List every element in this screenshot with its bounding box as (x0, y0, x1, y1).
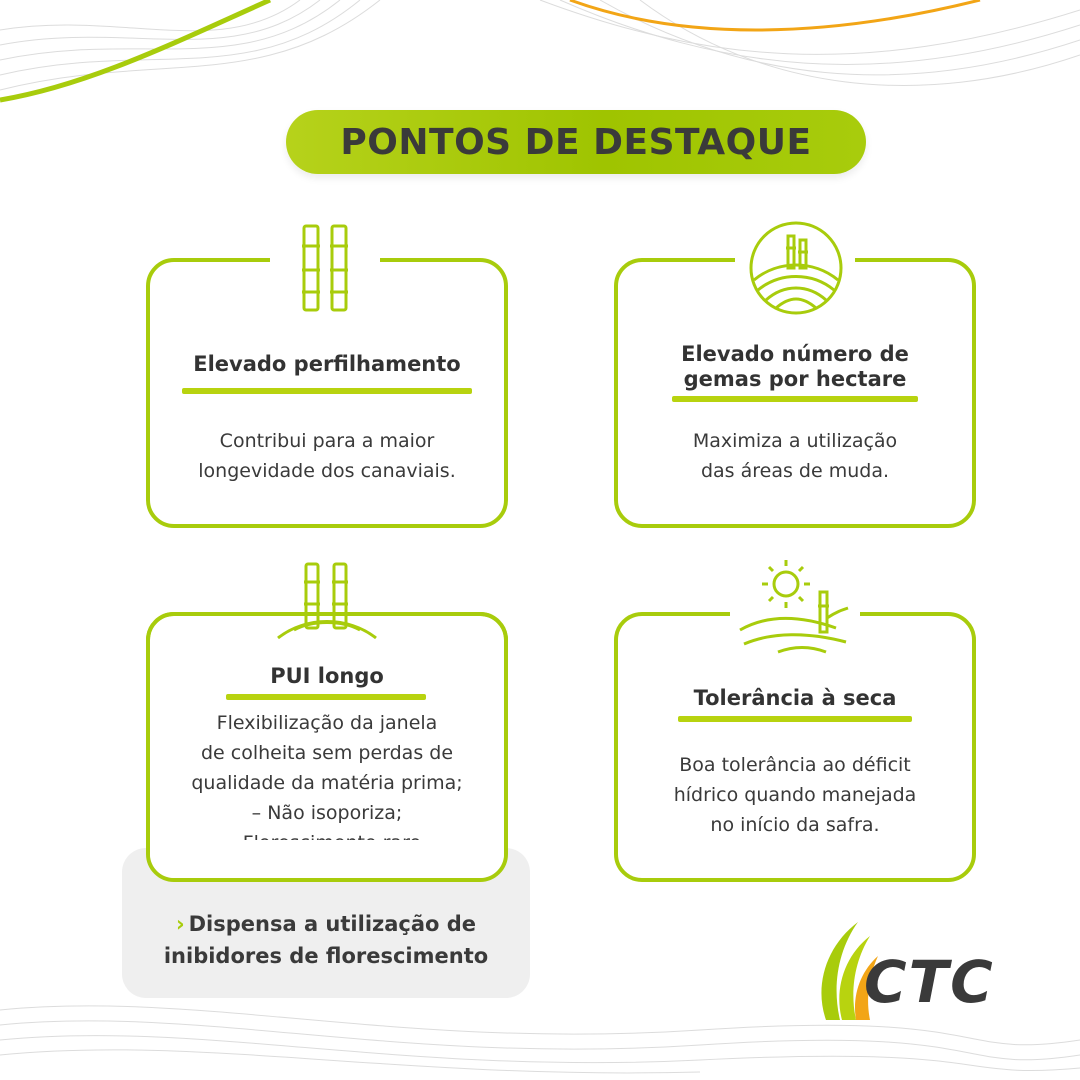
card-seca-title: Tolerância à seca (693, 686, 897, 710)
title-banner (286, 110, 866, 174)
card-perfilhamento-title: Elevado perfilhamento (193, 352, 461, 376)
card-gemas-text: Maximiza a utilização das áreas de muda. (692, 430, 898, 482)
brand-name: CTC (864, 948, 995, 1016)
field-with-sugarcane-icon (748, 220, 844, 316)
sun-over-field-icon (738, 558, 850, 654)
sugarcane-stalks-icon (296, 222, 356, 314)
page-title: PONTOS DE DESTAQUE (340, 121, 812, 163)
chevron-right-icon: › (175, 912, 185, 936)
card-seca-text: Boa tolerância ao déficit hídrico quando manejada no início da safra. (673, 754, 917, 836)
card-perfilhamento-underline (182, 388, 472, 394)
note-text: › Dispensa a utilização de inibidores de florescimento (163, 912, 489, 968)
card-gemas-title: Elevado número de gemas por hectare (681, 342, 909, 391)
card-perfilhamento-text: Contribui para a maior longevidade dos canaviais. (198, 430, 456, 482)
card-seca-underline (678, 716, 912, 722)
card-pui-title: PUI longo (270, 664, 384, 688)
card-gemas-underline (672, 396, 918, 402)
card-pui-fill (150, 840, 504, 878)
card-pui-text: Flexibilização da janela de colheita sem perdas de qualidade da matéria prima; – Não isoporiza; (191, 712, 463, 824)
